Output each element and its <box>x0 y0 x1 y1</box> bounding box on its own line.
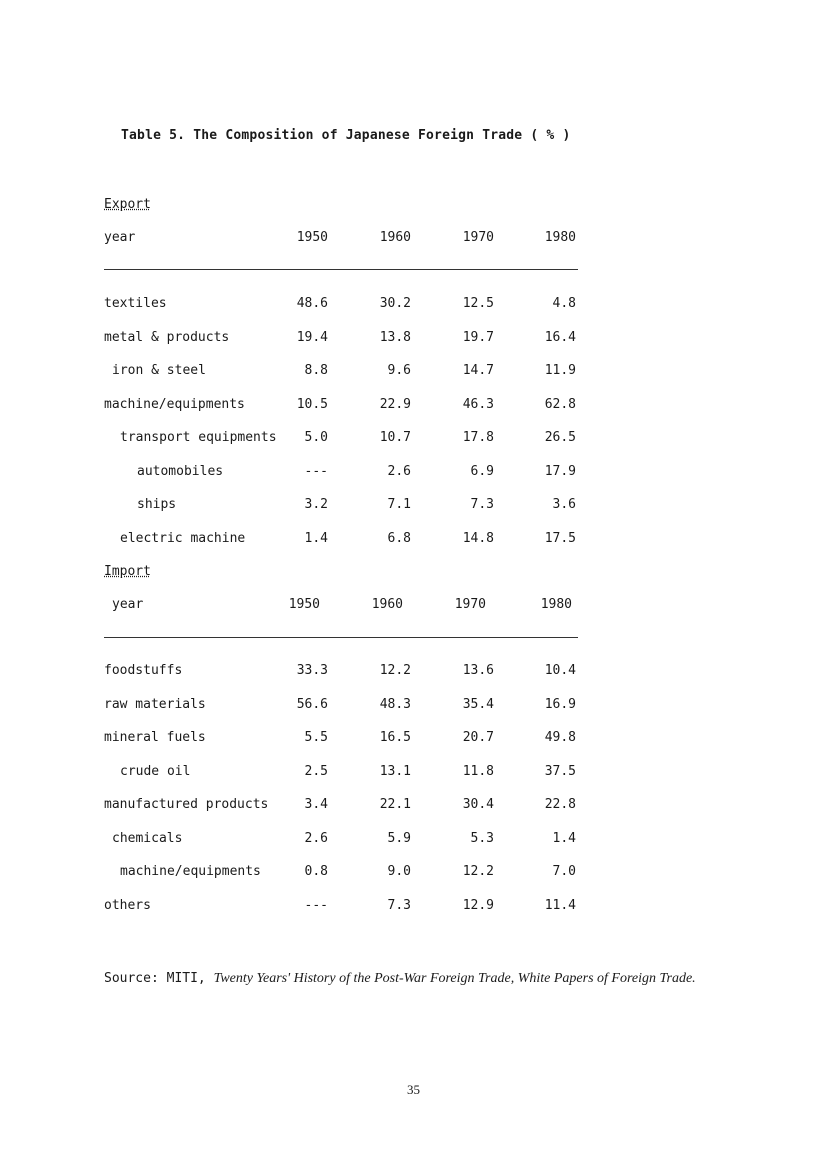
source-title: Twenty Years' History of the Post-War Foreign Trade, White Papers of Foreign Trade. <box>213 971 696 986</box>
cell-value: 14.7 <box>462 363 494 378</box>
export-header-year: 1950 <box>296 230 328 245</box>
row-label: transport equipments <box>120 430 277 445</box>
table-row <box>104 363 584 383</box>
table-title: Table 5. The Composition of Japanese Foreign Trade ( % ) <box>121 128 571 143</box>
table-row <box>104 797 584 817</box>
row-label: electric machine <box>120 530 246 546</box>
import-section-label: Import <box>104 564 151 579</box>
cell-value: 7.3 <box>470 497 494 512</box>
cell-value: 11.9 <box>544 363 576 378</box>
cell-value: 11.8 <box>462 763 494 779</box>
cell-value: 22.9 <box>379 396 411 412</box>
cell-value: 5.3 <box>470 830 494 846</box>
cell-value: 17.8 <box>462 430 494 445</box>
cell-value: 3.2 <box>304 497 328 512</box>
cell-value: 35.4 <box>462 696 494 712</box>
cell-value: 2.6 <box>304 830 328 846</box>
cell-value: 12.9 <box>462 897 494 913</box>
cell-value: 12.2 <box>462 864 494 879</box>
table-row <box>104 330 584 350</box>
row-label: metal & products <box>104 329 230 345</box>
cell-value: 6.8 <box>387 530 411 546</box>
source-note <box>104 962 744 996</box>
cell-value: 17.9 <box>544 463 576 479</box>
cell-value: 10.5 <box>296 396 328 412</box>
table-row <box>104 864 584 884</box>
row-label: manufactured products <box>104 797 269 812</box>
cell-value: 2.5 <box>304 763 328 779</box>
cell-value: 5.5 <box>304 730 328 745</box>
row-label: crude oil <box>120 763 191 779</box>
cell-value: --- <box>304 897 328 913</box>
row-label: others <box>104 897 151 913</box>
cell-value: 49.8 <box>544 730 576 745</box>
cell-value: 12.2 <box>379 663 411 678</box>
row-label: mineral fuels <box>104 730 206 745</box>
row-label: iron & steel <box>112 363 206 378</box>
export-section-label: Export <box>104 197 151 212</box>
row-label: foodstuffs <box>104 663 183 678</box>
table-row <box>104 296 584 316</box>
export-header-year: 1980 <box>544 230 576 245</box>
row-label: machine/equipments <box>104 396 245 412</box>
cell-value: 7.0 <box>552 864 576 879</box>
source-prefix: Source: MITI, <box>104 971 214 986</box>
cell-value: 7.3 <box>387 897 411 913</box>
import-header-year: 1960 <box>371 597 403 612</box>
row-label: raw materials <box>104 696 206 712</box>
cell-value: --- <box>304 463 328 479</box>
table-row <box>104 397 584 417</box>
cell-value: 6.9 <box>470 463 494 479</box>
import-header-label: year <box>112 597 144 612</box>
cell-value: 48.3 <box>379 696 411 712</box>
export-header-year: 1970 <box>462 230 494 245</box>
cell-value: 46.3 <box>462 396 494 412</box>
cell-value: 1.4 <box>304 530 328 546</box>
cell-value: 13.8 <box>379 329 411 345</box>
import-header-rule <box>104 637 578 638</box>
cell-value: 13.1 <box>379 763 411 779</box>
row-label: textiles <box>104 296 167 311</box>
cell-value: 22.1 <box>379 797 411 812</box>
cell-value: 11.4 <box>544 897 576 913</box>
table-row <box>104 697 584 717</box>
cell-value: 12.5 <box>462 296 494 311</box>
cell-value: 5.0 <box>304 430 328 445</box>
table-row <box>104 898 584 918</box>
cell-value: 10.4 <box>544 663 576 678</box>
export-header-rule <box>104 269 578 270</box>
table-row <box>104 831 584 851</box>
cell-value: 1.4 <box>552 830 576 846</box>
cell-value: 3.6 <box>552 497 576 512</box>
cell-value: 48.6 <box>296 296 328 311</box>
cell-value: 9.0 <box>387 864 411 879</box>
cell-value: 16.9 <box>544 696 576 712</box>
cell-value: 30.2 <box>379 296 411 311</box>
cell-value: 7.1 <box>387 497 411 512</box>
import-header-year: 1950 <box>288 597 320 612</box>
cell-value: 16.4 <box>544 329 576 345</box>
cell-value: 9.6 <box>387 363 411 378</box>
cell-value: 10.7 <box>379 430 411 445</box>
import-header-row <box>104 597 584 617</box>
cell-value: 5.9 <box>387 830 411 846</box>
cell-value: 20.7 <box>462 730 494 745</box>
table-row <box>104 730 584 750</box>
cell-value: 2.6 <box>387 463 411 479</box>
cell-value: 37.5 <box>544 763 576 779</box>
table-row <box>104 464 584 484</box>
table-row <box>104 663 584 683</box>
cell-value: 4.8 <box>552 296 576 311</box>
row-label: automobiles <box>137 463 224 479</box>
cell-value: 13.6 <box>462 663 494 678</box>
table-row <box>104 764 584 784</box>
cell-value: 14.8 <box>462 530 494 546</box>
cell-value: 19.7 <box>462 329 494 345</box>
cell-value: 3.4 <box>304 797 328 812</box>
table-row <box>104 430 584 450</box>
cell-value: 33.3 <box>296 663 328 678</box>
export-header-label: year <box>104 230 136 245</box>
cell-value: 30.4 <box>462 797 494 812</box>
cell-value: 8.8 <box>304 363 328 378</box>
cell-value: 26.5 <box>544 430 576 445</box>
cell-value: 56.6 <box>296 696 328 712</box>
row-label: machine/equipments <box>120 864 261 879</box>
table-row <box>104 497 584 517</box>
cell-value: 62.8 <box>544 396 576 412</box>
export-header-year: 1960 <box>379 230 411 245</box>
cell-value: 17.5 <box>544 530 576 546</box>
cell-value: 19.4 <box>296 329 328 345</box>
table-row <box>104 531 584 551</box>
export-header-row <box>104 230 584 250</box>
cell-value: 22.8 <box>544 797 576 812</box>
import-header-year: 1970 <box>454 597 486 612</box>
cell-value: 0.8 <box>304 864 328 879</box>
page-number: 35 <box>407 1082 420 1097</box>
row-label: ships <box>137 497 177 512</box>
cell-value: 16.5 <box>379 730 411 745</box>
import-header-year: 1980 <box>540 597 572 612</box>
row-label: chemicals <box>112 830 183 846</box>
